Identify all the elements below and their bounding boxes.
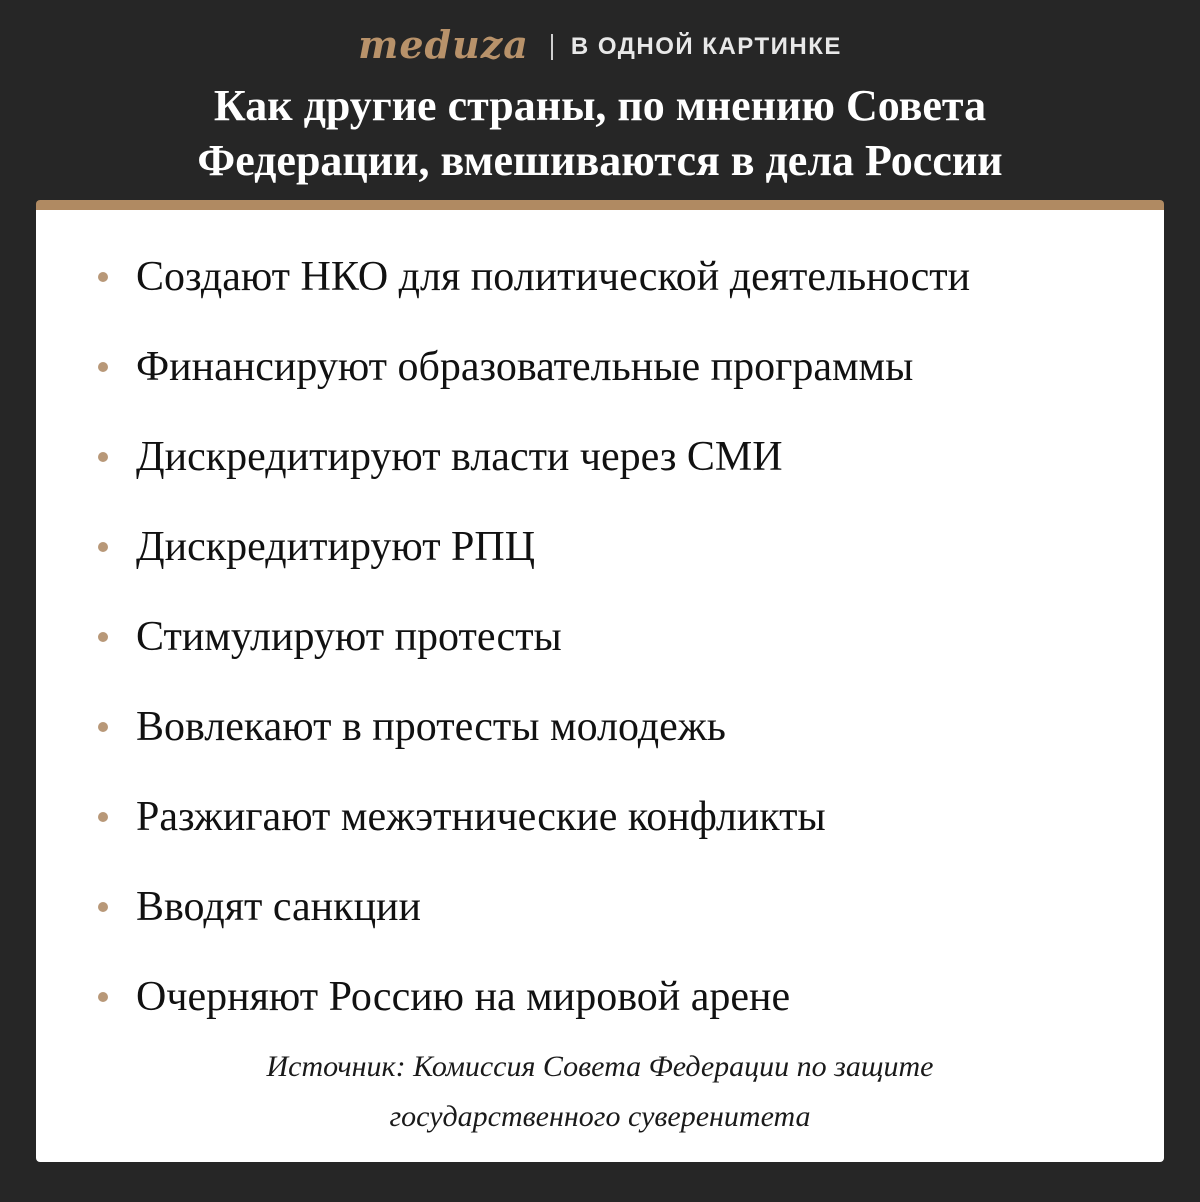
- list-item-text: Стимулируют протесты: [136, 614, 562, 660]
- title-line-1: Как другие страны, по мнению Совета: [213, 81, 987, 130]
- source-caption: [96, 1042, 1104, 1142]
- list-item-text: Вводят санкции: [136, 884, 421, 930]
- list-item-text: Дискредитируют власти через СМИ: [136, 434, 783, 480]
- brand-divider: [551, 34, 553, 60]
- list-item-text: Разжигают межэтнические конфликты: [136, 794, 826, 840]
- list-item-text: Финансируют образовательные программы: [136, 344, 914, 390]
- bullet-icon: [98, 812, 108, 822]
- list-item-text: Вовлекают в протесты молодежь: [136, 704, 726, 750]
- brand-row: [0, 22, 1200, 72]
- bullet-icon: [98, 272, 108, 282]
- bullet-icon: [98, 632, 108, 642]
- list-item: [36, 592, 1164, 682]
- list-item: [36, 862, 1164, 952]
- page-title: [40, 78, 1160, 188]
- list-item: [36, 502, 1164, 592]
- list-item-text: Дискредитируют РПЦ: [136, 524, 536, 570]
- list-item: [36, 952, 1164, 1042]
- header: [0, 0, 1200, 200]
- bullet-icon: [98, 902, 108, 912]
- bullet-icon: [98, 992, 108, 1002]
- list-item: [36, 322, 1164, 412]
- list-item: [36, 232, 1164, 322]
- list-item: [36, 682, 1164, 772]
- list-item: [36, 772, 1164, 862]
- bullet-icon: [98, 542, 108, 552]
- content-card: [36, 200, 1164, 1162]
- source-line-1: Источник: Комиссия Совета Федерации по защите: [266, 1050, 934, 1083]
- source-line-2: государственного суверенитета: [389, 1100, 811, 1133]
- title-line-2: Федерации, вмешиваются в дела России: [197, 136, 1003, 185]
- bullet-icon: [98, 722, 108, 732]
- list-item-text: Очерняют Россию на мировой арене: [136, 974, 791, 1020]
- interference-list: [36, 232, 1164, 1042]
- list-item: [36, 412, 1164, 502]
- section-label[interactable]: В ОДНОЙ КАРТИНКЕ: [570, 33, 842, 60]
- list-item-text: Создают НКО для политической деятельности: [136, 254, 971, 300]
- meduza-logo[interactable]: meduza: [358, 22, 529, 67]
- bullet-icon: [98, 452, 108, 462]
- bullet-icon: [98, 362, 108, 372]
